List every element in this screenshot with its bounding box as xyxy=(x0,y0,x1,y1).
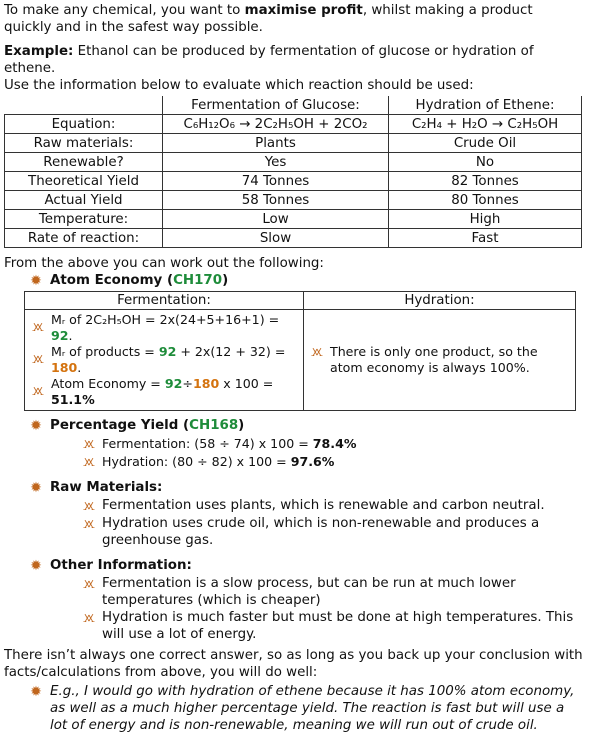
table-cell: High xyxy=(389,210,582,229)
calc-text: Fermentation: (58 ÷ 74) x 100 = xyxy=(102,436,313,451)
table-cell: 82 Tonnes xyxy=(389,172,582,191)
hydration-note xyxy=(304,310,576,411)
calc-result: 51.1% xyxy=(51,392,95,407)
list-text: Fermentation is a slow process, but can be run at much lower temperatures (which is cheaper) xyxy=(102,576,516,608)
table-cell: 58 Tonnes xyxy=(163,191,389,210)
list-item xyxy=(31,344,301,376)
hydration-text: There is only one product, so the atom economy is always 100%. xyxy=(330,344,538,375)
heading-close: ) xyxy=(238,418,245,433)
table-header-cell: Fermentation: xyxy=(25,292,304,310)
worksheet xyxy=(4,2,584,734)
table-row xyxy=(5,191,582,210)
calc-text: + 2x(12 + 32) = xyxy=(176,344,286,359)
table-header-cell xyxy=(5,96,163,115)
spec-code: CH170 xyxy=(173,273,223,288)
table-row xyxy=(5,229,582,248)
flask-bullet-icon: 🝪 xyxy=(82,518,96,531)
table-cell: Rate of reaction: xyxy=(5,229,163,248)
list-text: Hydration is much faster but must be done at high temperatures. This will use a lot of energy. xyxy=(102,610,574,642)
heading-text: Other Information: xyxy=(50,558,192,573)
list-item xyxy=(82,609,584,643)
table-cell: Slow xyxy=(163,229,389,248)
flask-bullet-icon: 🝪 xyxy=(31,321,45,334)
table-row xyxy=(5,210,582,229)
calc-text: . xyxy=(77,360,82,375)
table-cell: 80 Tonnes xyxy=(389,191,582,210)
table-cell: Actual Yield xyxy=(5,191,163,210)
calc-text: ÷ xyxy=(182,376,193,391)
calc-text: Mᵣ of 2C₂H₅OH = 2x(24+5+16+1) = xyxy=(51,312,280,327)
star-bullet-icon: ✹ xyxy=(30,418,42,434)
example-instruction: Use the information below to evaluate which reaction should be used: xyxy=(4,78,474,93)
intro-text: To make any chemical, you want to xyxy=(4,3,245,18)
list-item xyxy=(82,435,584,453)
example-label: Example: xyxy=(4,44,74,59)
raw-materials-list xyxy=(82,497,584,549)
intro-bold: maximise profit xyxy=(244,3,363,18)
calc-value: 180 xyxy=(192,376,220,391)
calc-text: . xyxy=(68,328,73,343)
table-cell: C₆H₁₂O₆ → 2C₂H₅OH + 2CO₂ xyxy=(163,115,389,134)
list-item xyxy=(82,453,584,471)
calc-text: x 100 = xyxy=(219,376,274,391)
flask-bullet-icon: 🝪 xyxy=(82,438,96,451)
calc-value: 92 xyxy=(158,344,177,359)
table-header-cell: Hydration: xyxy=(304,292,576,310)
heading-text: Atom Economy ( xyxy=(50,273,174,288)
table-row xyxy=(5,134,582,153)
list-item xyxy=(31,376,301,408)
flask-bullet-icon: 🝪 xyxy=(310,346,324,359)
list-item xyxy=(82,497,584,515)
conclusion-text: There isn’t always one correct answer, so as long as you back up your conclusion with facts/calculations from above, you will do well: xyxy=(4,648,583,680)
table-header-cell: Hydration of Ethene: xyxy=(389,96,582,115)
spec-code: CH168 xyxy=(189,418,239,433)
flask-bullet-icon: 🝪 xyxy=(82,500,96,513)
list-item xyxy=(31,312,301,344)
list-text: Fermentation uses plants, which is renewable and carbon neutral. xyxy=(102,498,545,513)
table-cell: Yes xyxy=(163,153,389,172)
flask-bullet-icon: 🝪 xyxy=(31,353,45,366)
star-bullet-icon: ✹ xyxy=(30,273,42,289)
calc-result: 97.6% xyxy=(290,454,335,469)
table-cell: Crude Oil xyxy=(389,134,582,153)
flask-bullet-icon: 🝪 xyxy=(82,456,96,469)
list-text: Hydration uses crude oil, which is non-renewable and produces a greenhouse gas. xyxy=(102,516,540,548)
intro-paragraph xyxy=(4,2,582,36)
list-item xyxy=(310,344,573,376)
table-row xyxy=(5,172,582,191)
table-cell: Theoretical Yield xyxy=(5,172,163,191)
heading-text: Percentage Yield ( xyxy=(50,418,190,433)
table-row xyxy=(25,310,576,411)
fermentation-calculations xyxy=(25,310,304,411)
table-cell: No xyxy=(389,153,582,172)
list-item xyxy=(82,515,584,549)
atom-economy-heading xyxy=(28,272,584,290)
heading-text: Raw Materials: xyxy=(50,480,163,495)
example-answer-text: E.g., I would go with hydration of ethene because it has 100% atom economy, as well as a much higher percentage yield. The reaction is fast but will use a lot of energy and is non-renewable, meaning we will run out of crude oil. xyxy=(50,684,575,733)
calc-value: 92 xyxy=(164,376,183,391)
percentage-yield-heading xyxy=(28,417,584,435)
flask-bullet-icon: 🝪 xyxy=(31,385,45,398)
table-cell: Plants xyxy=(163,134,389,153)
flask-bullet-icon: 🝪 xyxy=(82,578,96,591)
table-header-cell: Fermentation of Glucose: xyxy=(163,96,389,115)
other-info-heading xyxy=(28,557,584,575)
table-cell: Fast xyxy=(389,229,582,248)
example-paragraph xyxy=(4,43,584,94)
star-bullet-icon: ✹ xyxy=(30,558,42,574)
calc-value: 180 xyxy=(51,360,78,375)
percentage-yield-list xyxy=(82,435,584,471)
flask-bullet-icon: 🝪 xyxy=(82,612,96,625)
table-cell: Renewable? xyxy=(5,153,163,172)
example-text: Ethanol can be produced by fermentation of glucose or hydration of ethene. xyxy=(4,44,534,76)
intro-text-end: , whilst making a product quickly and in the safest way possible. xyxy=(4,3,533,35)
table-cell: 74 Tonnes xyxy=(163,172,389,191)
example-answer xyxy=(28,683,584,734)
calc-result: 78.4% xyxy=(312,436,357,451)
table-cell: Low xyxy=(163,210,389,229)
raw-materials-heading xyxy=(28,479,584,497)
list-item xyxy=(82,575,584,609)
from-above-text: From the above you can work out the following: xyxy=(4,256,324,271)
comparison-table xyxy=(4,96,582,248)
calc-text: Mᵣ of products = xyxy=(51,344,159,359)
table-cell: Temperature: xyxy=(5,210,163,229)
table-header-row xyxy=(25,292,576,310)
table-header-row xyxy=(5,96,582,115)
calc-text: Hydration: (80 ÷ 82) x 100 = xyxy=(102,454,291,469)
calc-value: 92 xyxy=(51,328,69,343)
star-bullet-icon: ✹ xyxy=(30,684,42,700)
atom-economy-table xyxy=(24,291,576,411)
table-cell: Equation: xyxy=(5,115,163,134)
table-cell: Raw materials: xyxy=(5,134,163,153)
table-cell: C₂H₄ + H₂O → C₂H₅OH xyxy=(389,115,582,134)
star-bullet-icon: ✹ xyxy=(30,480,42,496)
table-row xyxy=(5,153,582,172)
other-info-list xyxy=(82,575,584,643)
calc-text: Atom Economy = xyxy=(51,376,165,391)
table-row xyxy=(5,115,582,134)
heading-close: ) xyxy=(222,273,229,288)
